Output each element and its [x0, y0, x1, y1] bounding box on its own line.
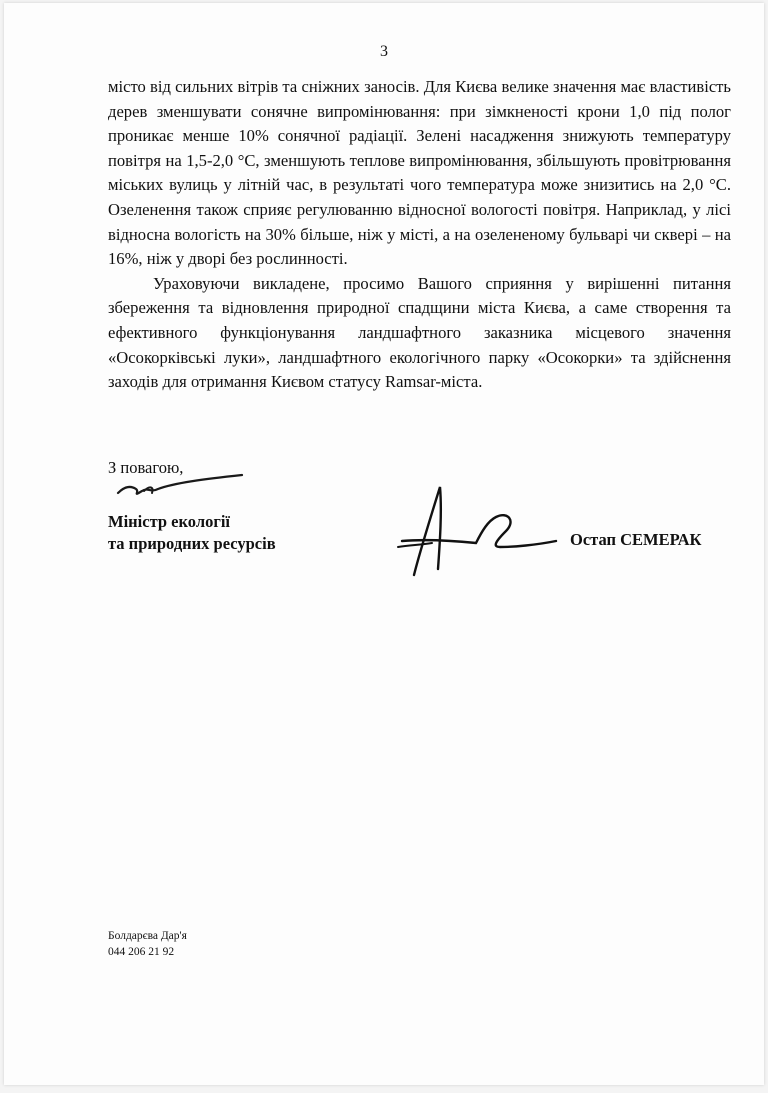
initials-mark — [114, 471, 246, 501]
signatory-position — [108, 511, 276, 555]
signatory-name: Остап СЕМЕРАК — [570, 530, 702, 549]
letter-body — [108, 75, 731, 395]
handwritten-signature — [396, 481, 566, 581]
paragraph-green-spaces: місто від сильних вітрів та сніжних заносів. Для Києва велике значення має властивість дерев зменшувати сонячне випромінювання: при зімкненості крони 1,0 під полог проникає менше 10% сонячної радіації. Зелені насадження знижують температуру повітря на 1,5-2,0 °С, зменшують теплове випромінювання, збільшують провітрювання міських вулиць у літній час, в результаті чого температура може знизитись на 2,0 °С. Озеленення також сприяє регулюванню відносної вологості повітря. Наприклад, у лісі відносна вологість на 30% більше, ніж у місті, а на озелененому бульварі чи сквері – на 16%, ніж у дворі без рослинності. — [108, 77, 731, 269]
executor-name: Болдарєва Дар'я — [108, 930, 187, 942]
position-line-2: та природних ресурсів — [108, 534, 276, 553]
position-line-1: Міністр екології — [108, 512, 230, 531]
executor-phone: 044 206 21 92 — [108, 946, 175, 958]
document-page — [4, 3, 764, 1085]
executor-info — [108, 928, 187, 960]
closing-phrase: З повагою, — [108, 458, 184, 477]
paragraph-request: Ураховуючи викладене, просимо Вашого сприяння у вирішенні питання збереження та відновлення природної спадщини міста Києва, а саме створення та ефективного функціонування ландшафтного заказника місцевого значення «Осокорківські луки», ландшафтного екологічного парку «Осокорки» та здійснення заходів для отримання Києвом статусу Ramsar-міста. — [108, 273, 731, 392]
page-number: 3 — [380, 43, 388, 60]
